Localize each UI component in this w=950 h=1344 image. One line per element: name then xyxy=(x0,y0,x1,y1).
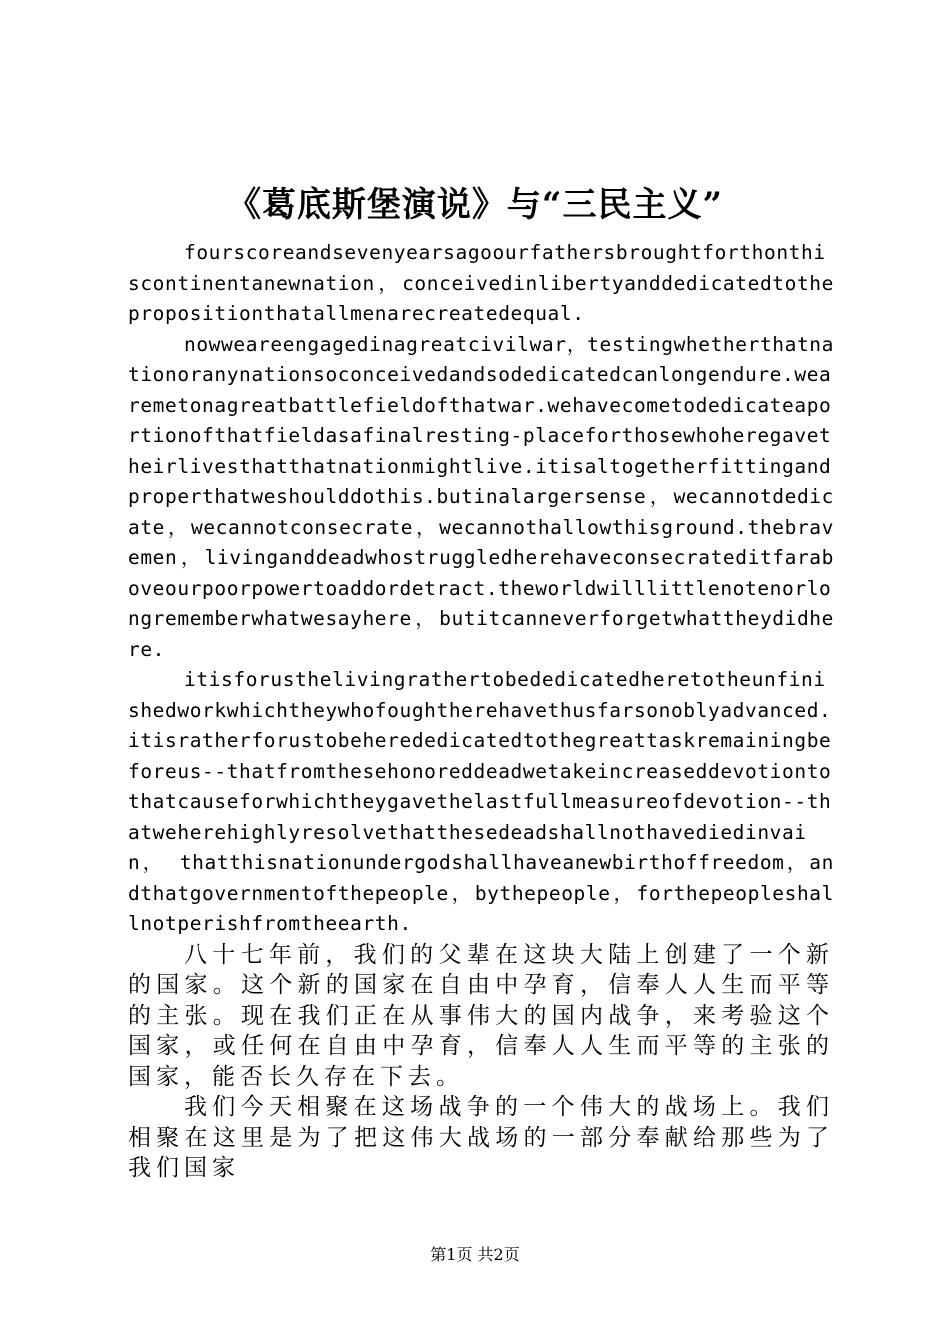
document-body xyxy=(128,238,834,1184)
paragraph-english-2: nowweareengagedinagreatcivilwar，testingwhetherthatnationoranynationsoconceivedandsodedicatedcanlongendure.wearemetonagreatbattlefieldofthatwar.wehavecometodedicateaportionofthatfieldasafinalresting-placeforthosewhoheregavetheirlivesthatthatnationmightlive.itisaltogetherfittingandproperthatweshoulddothis.butinalargersense，wecannotdedicate，wecannotconsecrate，wecannothallowthisground.thebravemen，livinganddeadwhostruggledherehaveconsecrateditfaraboveourpoorpowertoaddordetract.theworldwilllittlenotenorlongrememberwhatwesayhere，butitcanneverforgetwhattheydidhere. xyxy=(128,332,834,661)
document-title: 《葛底斯堡演说》与“三民主义” xyxy=(226,185,724,225)
paragraph-chinese-1: 八十七年前，我们的父辈在这块大陆上创建了一个新的国家。这个新的国家在自由中孕育，信奉人人生而平等的主张。现在我们正在从事伟大的国内战争，来考验这个国家，或任何在自由中孕育，信奉人人生而平等的主张的国家，能否长久存在下去。 xyxy=(128,941,834,1090)
page-footer: 第1页 共2页 xyxy=(430,1245,520,1264)
paragraph-english-1: fourscoreandsevenyearsagoourfathersbroughtforthonthiscontinentanewnation，conceivedinlibertyanddedicatedtothepropositionthatallmenarecreatedequal. xyxy=(128,241,834,325)
paragraph-english-3: itisforusthelivingrathertobededicatedheretotheunfinishedworkwhichtheywhofoughtherehavethusfarsonoblyadvanced.itisratherforustobeherededicatedtothegreattaskremainingbeforeus--thatfromthesehonoreddeadwetakeincreaseddevotiontothatcauseforwhichtheygavethelastfullmeasureofdevotion--thatweherehighlyresolvethatthesedeadshallnothavediedinvain， thatthisnationundergodshallhaveanewbirthoffreedom，andthatgovernmentofthepeople，bythepeople，forthepeopleshallnotperishfromtheearth. xyxy=(128,668,834,935)
paragraph-chinese-2: 我们今天相聚在这场战争的一个伟大的战场上。我们相聚在这里是为了把这伟大战场的一部分奉献给那些为了我们国家 xyxy=(128,1094,834,1181)
